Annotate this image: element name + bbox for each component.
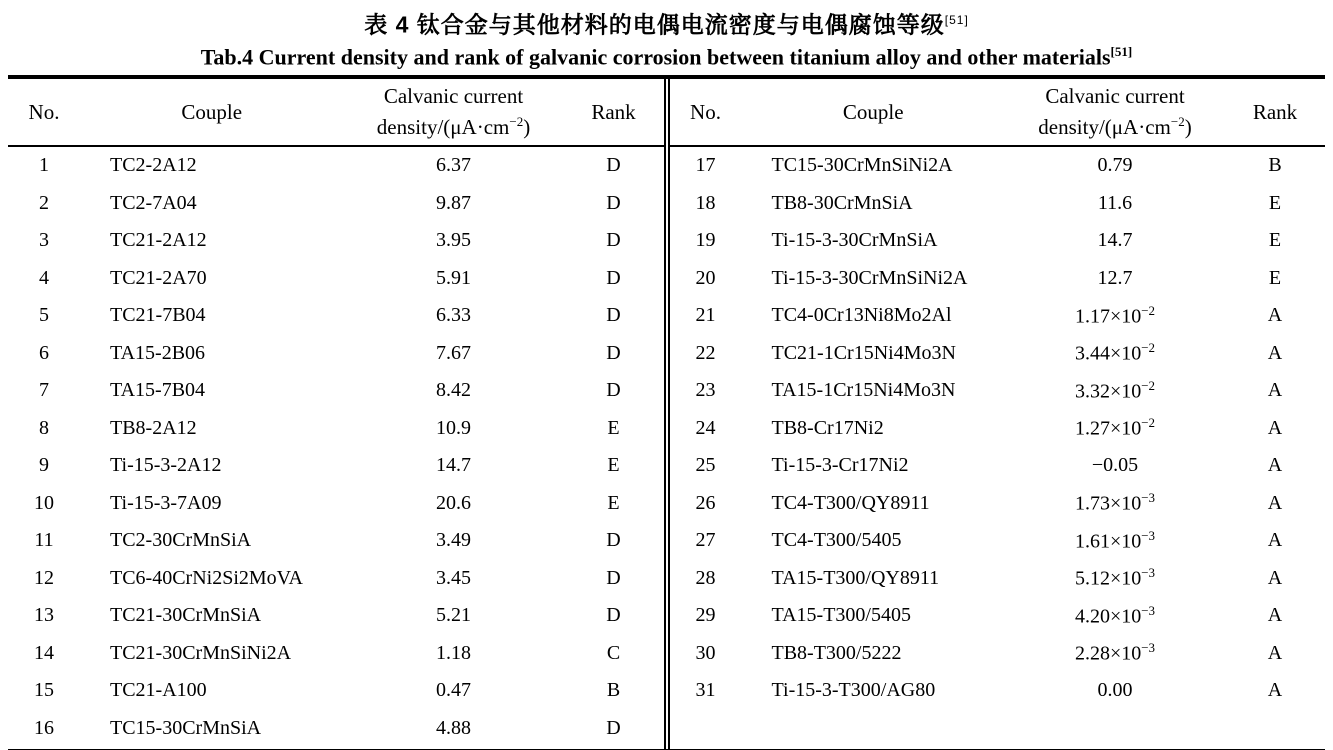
cell-couple: TA15-7B04 — [110, 379, 206, 402]
cell-no: 8 — [39, 416, 49, 439]
cell-couple: TA15-1Cr15Ni4Mo3N — [771, 379, 956, 402]
col-header-density-line2 — [344, 109, 564, 140]
table-row — [8, 447, 664, 485]
cell-no: 28 — [695, 566, 716, 589]
density-exponent: −3 — [1141, 527, 1156, 543]
density-unit-post: ) — [523, 115, 531, 140]
cell-couple: TC4-T300/QY8911 — [771, 491, 930, 514]
cell-no: 30 — [695, 641, 716, 664]
cell-density: $1.27\times 10^{-2}$ — [1074, 415, 1156, 441]
cell-density: 3.49 — [436, 529, 471, 552]
cell-couple: TC2-2A12 — [110, 154, 197, 177]
cell-density: 5.91 — [436, 266, 471, 289]
cell-rank: D — [606, 229, 621, 252]
cell-rank: B — [1268, 154, 1282, 177]
cell-no: 14 — [34, 641, 54, 664]
col-header-no: No. — [670, 79, 742, 146]
cell-density: $3.44\times 10^{-2}$ — [1074, 340, 1156, 366]
table-row — [8, 409, 664, 447]
cell-rank: A — [1267, 604, 1283, 627]
table-row — [8, 672, 664, 710]
caption-english — [0, 39, 1333, 70]
cell-rank: E — [1268, 191, 1282, 214]
col-header-couple: Couple — [742, 79, 1006, 146]
cell-no: 19 — [695, 229, 716, 252]
caption-chinese — [0, 6, 1333, 39]
caption-english-citation: [51] — [1110, 43, 1133, 59]
cell-rank: A — [1267, 454, 1283, 477]
cell-rank: E — [607, 416, 620, 439]
table-row — [8, 259, 664, 297]
cell-rank: E — [607, 454, 620, 477]
cell-rank: D — [606, 566, 621, 589]
table-row — [8, 184, 664, 222]
cell-rank: A — [1267, 416, 1283, 439]
cell-couple: Ti-15-3-30CrMnSiA — [771, 229, 938, 252]
cell-couple: Ti-15-3-30CrMnSiNi2A — [771, 266, 968, 289]
density-unit-pre: density/(μA·cm — [1038, 115, 1171, 140]
cell-couple: TC21-2A70 — [110, 266, 207, 289]
cell-density: $5.12\times 10^{-3}$ — [1074, 565, 1156, 591]
table-row — [670, 522, 1326, 560]
density-unit-post: ) — [1184, 115, 1192, 140]
cell-rank: A — [1267, 641, 1283, 664]
cell-rank: D — [606, 304, 621, 327]
cell-no: 26 — [695, 491, 716, 514]
cell-density: $1.17\times 10^{-2}$ — [1074, 302, 1156, 328]
cell-no: 23 — [695, 379, 716, 402]
cell-couple: TC21-1Cr15Ni4Mo3N — [771, 341, 956, 364]
cell-rank: A — [1267, 491, 1283, 514]
table-row — [8, 297, 664, 335]
table-right-header — [670, 79, 1326, 146]
cell-couple: TC6-40CrNi2Si2MoVA — [110, 566, 303, 589]
cell-density: 20.6 — [436, 491, 471, 514]
cell-rank: D — [606, 154, 621, 177]
cell-no: 27 — [695, 529, 716, 552]
density-exponent: −3 — [1141, 565, 1156, 581]
cell-no: 11 — [34, 529, 54, 552]
cell-no: 13 — [34, 604, 54, 627]
cell-couple: TA15-T300/QY8911 — [771, 566, 940, 589]
cell-rank: A — [1267, 304, 1283, 327]
cell-no: 7 — [39, 379, 49, 402]
cell-couple: TC21-30CrMnSiNi2A — [110, 641, 292, 664]
density-exponent: −3 — [1141, 602, 1156, 618]
cell-rank: E — [1268, 229, 1282, 252]
table-row — [8, 222, 664, 260]
cell-rank: C — [606, 641, 621, 664]
table-row — [8, 559, 664, 597]
table-row — [670, 184, 1326, 222]
cell-density: 11.6 — [1097, 191, 1133, 214]
col-header-no: No. — [8, 79, 80, 146]
cell-density: $2.28\times 10^{-3}$ — [1074, 640, 1156, 666]
col-header-density-line1: Calvanic current — [383, 84, 524, 109]
cell-couple: TA15-T300/5405 — [771, 604, 911, 627]
table-left-half — [8, 79, 666, 749]
cell-rank: D — [606, 379, 621, 402]
cell-couple: TC4-T300/5405 — [771, 529, 902, 552]
cell-no: 24 — [695, 416, 716, 439]
cell-density: 14.7 — [436, 454, 471, 477]
density-exponent: −3 — [1141, 640, 1156, 656]
table-row — [670, 559, 1326, 597]
cell-no: 29 — [695, 604, 716, 627]
cell-couple: Ti-15-3-7A09 — [110, 491, 222, 514]
table-right-body — [670, 146, 1326, 710]
table-row — [670, 597, 1326, 635]
cell-no: 12 — [34, 566, 54, 589]
header-row — [8, 79, 664, 146]
cell-rank: E — [1268, 266, 1282, 289]
table-row — [8, 597, 664, 635]
galvanic-corrosion-table — [8, 75, 1325, 750]
cell-density: 6.37 — [436, 154, 471, 177]
cell-no: 1 — [39, 154, 49, 177]
col-header-couple: Couple — [80, 79, 344, 146]
caption-english-text: Tab.4 Current density and rank of galvanic corrosion between titanium alloy and other materials — [200, 43, 1111, 69]
col-header-rank: Rank — [1225, 79, 1325, 146]
table-row — [8, 709, 664, 747]
cell-density: $3.32\times 10^{-2}$ — [1074, 377, 1156, 403]
cell-no: 31 — [695, 679, 716, 702]
cell-density: $1.73\times 10^{-3}$ — [1074, 490, 1156, 516]
cell-couple: TC15-30CrMnSiA — [110, 716, 262, 739]
cell-couple: Ti-15-3-T300/AG80 — [771, 679, 936, 702]
cell-couple: TB8-T300/5222 — [771, 641, 902, 664]
table-row — [670, 146, 1326, 185]
cell-density: $1.61\times 10^{-3}$ — [1074, 527, 1156, 553]
cell-rank: A — [1267, 679, 1283, 702]
table-row — [670, 484, 1326, 522]
table-row — [8, 634, 664, 672]
table-row — [8, 146, 664, 185]
table-row — [8, 372, 664, 410]
cell-rank: A — [1267, 341, 1283, 364]
cell-no: 18 — [695, 191, 716, 214]
cell-density: 14.7 — [1097, 229, 1133, 252]
cell-couple: TA15-2B06 — [110, 341, 206, 364]
col-header-density-line1: Calvanic current — [1045, 84, 1185, 109]
col-header-density — [344, 79, 564, 146]
cell-rank: B — [606, 679, 621, 702]
caption-chinese-citation: [51] — [944, 13, 969, 27]
cell-density: $4.20\times 10^{-3}$ — [1074, 602, 1156, 628]
cell-couple: TC15-30CrMnSiNi2A — [771, 154, 953, 177]
cell-density: 6.33 — [436, 304, 471, 327]
density-exponent: −2 — [1141, 415, 1156, 431]
cell-couple: TC21-A100 — [110, 679, 207, 702]
cell-rank: D — [606, 716, 621, 739]
table-left — [8, 79, 664, 747]
cell-no: 16 — [34, 716, 54, 739]
table-row — [670, 334, 1326, 372]
col-header-density — [1005, 79, 1225, 146]
cell-rank: D — [606, 266, 621, 289]
table-row — [670, 672, 1326, 710]
cell-no: 25 — [695, 454, 716, 477]
cell-couple: TC2-30CrMnSiA — [110, 529, 252, 552]
table-right — [670, 79, 1326, 710]
cell-no: 22 — [695, 341, 716, 364]
cell-rank: A — [1267, 566, 1283, 589]
cell-no: 9 — [39, 454, 49, 477]
cell-couple: Ti-15-3-Cr17Ni2 — [771, 454, 909, 477]
table-row — [8, 484, 664, 522]
col-header-rank: Rank — [564, 79, 664, 146]
cell-density: 0.47 — [436, 679, 471, 702]
cell-couple: TC21-7B04 — [110, 304, 206, 327]
cell-density: 4.88 — [436, 716, 471, 739]
cell-rank: D — [606, 604, 621, 627]
cell-rank: D — [606, 191, 621, 214]
cell-density: 0.79 — [1097, 154, 1133, 177]
cell-density: 5.21 — [436, 604, 471, 627]
cell-density: 9.87 — [436, 191, 471, 214]
cell-no: 4 — [39, 266, 49, 289]
cell-rank: D — [606, 341, 621, 364]
cell-no: 21 — [695, 304, 716, 327]
cell-density: 0.00 — [1097, 679, 1133, 702]
cell-density: 1.18 — [436, 641, 471, 664]
cell-no: 10 — [34, 491, 54, 514]
density-exponent: −2 — [1141, 302, 1156, 318]
cell-density: 7.67 — [436, 341, 471, 364]
table-captions — [0, 0, 1333, 70]
cell-no: 20 — [695, 266, 716, 289]
cell-couple: TC21-30CrMnSiA — [110, 604, 262, 627]
table-row — [670, 259, 1326, 297]
cell-couple: TC21-2A12 — [110, 229, 207, 252]
cell-no: 15 — [34, 679, 54, 702]
cell-couple: TC4-0Cr13Ni8Mo2Al — [771, 304, 952, 327]
cell-density: 3.45 — [436, 566, 471, 589]
table-row — [8, 522, 664, 560]
table-row — [8, 334, 664, 372]
density-exponent: −2 — [1141, 377, 1156, 393]
cell-rank: D — [606, 529, 621, 552]
cell-couple: Ti-15-3-2A12 — [110, 454, 222, 477]
table-left-header — [8, 79, 664, 146]
density-exponent: −2 — [1141, 340, 1156, 356]
cell-rank: A — [1267, 529, 1283, 552]
cell-density: 3.95 — [436, 229, 471, 252]
header-row — [670, 79, 1326, 146]
table-right-half — [668, 79, 1326, 749]
cell-density: 8.42 — [436, 379, 471, 402]
cell-couple: TB8-Cr17Ni2 — [771, 416, 884, 439]
cell-no: 17 — [695, 154, 716, 177]
cell-rank: A — [1267, 379, 1283, 402]
table-row — [670, 409, 1326, 447]
cell-rank: E — [607, 491, 620, 514]
cell-couple: TB8-2A12 — [110, 416, 197, 439]
table-left-body — [8, 146, 664, 747]
table-row — [670, 297, 1326, 335]
table-row — [670, 447, 1326, 485]
cell-density: 12.7 — [1097, 266, 1133, 289]
cell-no: 6 — [39, 341, 49, 364]
table-row — [670, 372, 1326, 410]
cell-no: 2 — [39, 191, 49, 214]
density-unit-pre: density/(μA·cm — [376, 115, 510, 140]
cell-density: −0.05 — [1091, 454, 1139, 477]
density-exponent: −3 — [1141, 490, 1156, 506]
caption-chinese-text: 表 4 钛合金与其他材料的电偶电流密度与电偶腐蚀等级 — [364, 11, 945, 38]
col-header-density-line2 — [1005, 109, 1225, 140]
cell-no: 3 — [39, 229, 49, 252]
table-row — [670, 634, 1326, 672]
cell-couple: TC2-7A04 — [110, 191, 197, 214]
cell-no: 5 — [39, 304, 49, 327]
density-unit-exponent: −2 — [509, 114, 524, 130]
cell-couple: TB8-30CrMnSiA — [771, 191, 913, 214]
table-row — [670, 222, 1326, 260]
cell-density: 10.9 — [436, 416, 471, 439]
density-unit-exponent: −2 — [1170, 114, 1185, 130]
